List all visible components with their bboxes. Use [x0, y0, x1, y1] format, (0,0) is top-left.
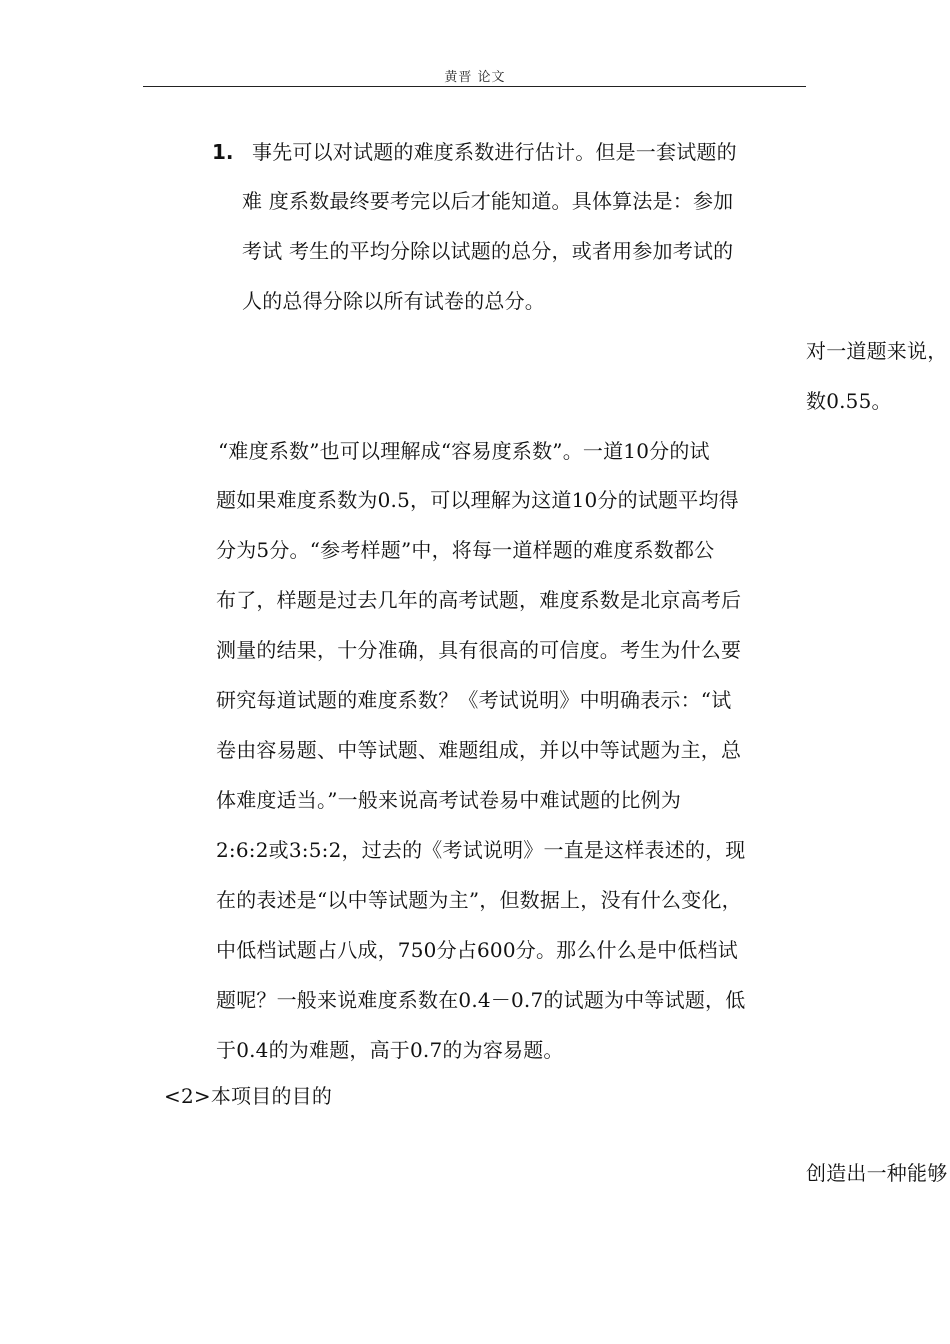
paragraph-line-2: 题如果难度系数为0.5，可以理解为这道10分的试题平均得 — [216, 488, 739, 512]
side-line-2: 数0.55。 — [806, 389, 892, 413]
paragraph-line-5: 测量的结果，十分准确，具有很高的可信度。考生为什么要 — [216, 638, 742, 662]
paragraph-line-1: “难度系数”也可以理解成“容易度系数”。一道10分的试 — [218, 439, 710, 463]
paragraph-line-10: 在的表述是“以中等试题为主”，但数据上，没有什么变化， — [216, 888, 742, 912]
item1-line-4: 人的总得分除以所有试卷的总分。 — [242, 289, 545, 313]
list-number: 1. — [212, 140, 234, 164]
item1-line-2: 难 度系数最终要考完以后才能知道。具体算法是：参加 — [242, 189, 734, 213]
paragraph-line-3: 分为5分。“参考样题”中，将每一道样题的难度系数都公 — [216, 538, 715, 562]
paragraph-line-8: 体难度适当。”一般来说高考试卷易中难试题的比例为 — [216, 788, 682, 812]
paragraph-line-9: 2:6:2或3:5:2，过去的《考试说明》一直是这样表述的，现 — [216, 838, 746, 862]
paragraph-line-7: 卷由容易题、中等试题、难题组成，并以中等试题为主，总 — [216, 738, 742, 762]
paragraph-line-11: 中低档试题占八成，750分占600分。那么什么是中低档试 — [216, 938, 738, 962]
paragraph-line-6: 研究每道试题的难度系数？《考试说明》中明确表示：“试 — [216, 688, 732, 712]
page-header: 黄晋 论文 — [444, 70, 506, 85]
section-heading: <2>本项目的目的 — [164, 1084, 333, 1108]
item1-line-1: 事先可以对试题的难度系数进行估计。但是一套试题的 — [252, 140, 737, 164]
paragraph-line-13: 于0.4的为难题，高于0.7的为容易题。 — [216, 1038, 564, 1062]
header-divider — [143, 86, 806, 87]
side-line-1: 对一道题来说， — [806, 339, 948, 363]
item1-line-3: 考试 考生的平均分除以试题的总分，或者用参加考试的 — [242, 239, 734, 263]
paragraph-line-12: 题呢？一般来说难度系数在0.4－0.7的试题为中等试题，低 — [216, 988, 746, 1012]
side-line-bottom: 创造出一种能够 — [806, 1161, 948, 1185]
paragraph-line-4: 布了，样题是过去几年的高考试题，难度系数是北京高考后 — [216, 588, 742, 612]
